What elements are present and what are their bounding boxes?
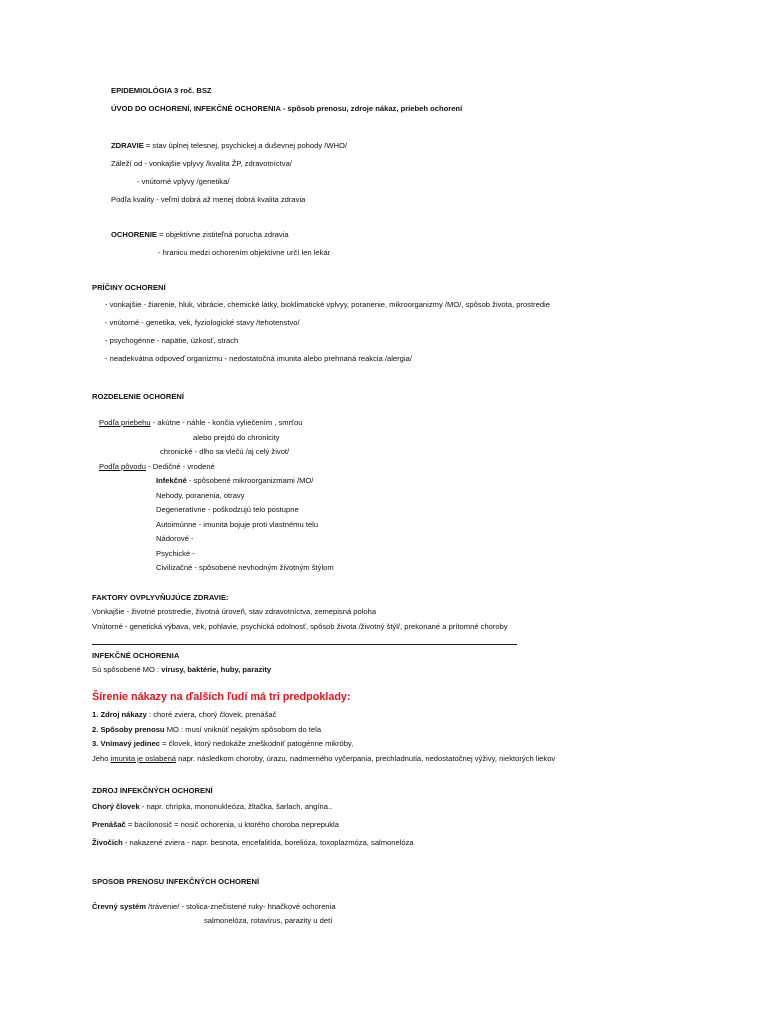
list-item: - vonkajšie - žiarenie, hluk, vibrácie, chemické látky, bioklimatické vplvyy, poranenie, mikroorganizmy /MO/, spôsob života, prostredie [105, 300, 550, 309]
priebeh-line: chronické - dlho sa vlečú /aj celý život/ [160, 447, 290, 456]
predpoklad-item: Jeho imunita je oslabená napr. následkom choroby, úrazu, nadmerného vyčerpania, prechladnutia, nedostatočnej výživy, niektorých liekov [92, 754, 556, 763]
section-heading: ROZDELENIE OCHORENÍ [92, 392, 184, 401]
priebeh-line: alebo prejdú do chronicity [193, 433, 280, 442]
list-item: - vnútorné - genetika, vek, fyziologické stavy /tehotenstvo/ [105, 318, 300, 327]
ochorenie-line: - hranicu medzi ochorením objektívne určí len lekár [158, 248, 331, 257]
povod-line: Autoimúnne - imunita bojuje proti vlastnému telu [156, 520, 319, 529]
povod-line: Degeneratívne - poškodzujú telo postupne [156, 505, 299, 514]
priebeh-line: Podľa priebehu - akútne - náhle - končia vyliečením , smrťou [99, 418, 303, 427]
zdroj-line: Chorý človek - napr. chrípka, mononukleóza, žltačka, šarlach, angína.. [92, 802, 333, 811]
list-item: - neadekvátna odpoveď organizmu - nedostatočná imunita alebo prehnaná reakcia /alergia/ [105, 354, 412, 363]
ochorenie-definition: OCHORENIE = objektívne zistiteľná porucha zdravia [111, 230, 289, 239]
section-heading: SPOSOB PRENOSU INFEKČNÝCH OCHORENÍ [92, 877, 260, 886]
povod-line: Psychické - [156, 549, 195, 558]
povod-line: Nádorové - [156, 534, 194, 543]
predpoklad-item: 1. Zdroj nákazy : choré zviera, chorý človek, prenášač [92, 710, 277, 719]
povod-line: Podľa pôvodu - Dedičné - vrodené [99, 462, 215, 471]
zdravie-line: Podľa kvality - veľmi dobrá až menej dobrá kvalita zdravia [111, 195, 306, 204]
doc-title: EPIDEMIOLÓGIA 3 roč. BSZ [111, 86, 212, 95]
zdroj-line: Prenášač = bacilonosič = nosič ochorenia, u ktorého choroba neprepukla [92, 820, 339, 829]
section-heading: ZDROJ INFEKČNÝCH OCHORENÍ [92, 786, 213, 795]
faktory-line: Vonkajšie - životné prostredie, životná úroveň, stav zdravotníctva, zemepisná poloha [92, 607, 377, 616]
zdravie-line: - vnútorné vplyvy /genetika/ [137, 177, 230, 186]
doc-subtitle: ÚVOD DO OCHORENÍ, INFEKČNÉ OCHORENIA - spôsob prenosu, zdroje nákaz, priebeh ochorení [111, 104, 463, 113]
predpoklad-item: 2. Spôsoby prenosu MO : musí vniknúť nejakým spôsobom do tela [92, 725, 322, 734]
section-heading: INFEKČNÉ OCHORENIA [92, 651, 180, 660]
infekcne-line: Sú spôsobené MO : vírusy, baktérie, huby, parazity [92, 665, 272, 674]
predpoklad-item: 3. Vnímavý jedinec = človek, ktorý nedokáže zneškodniť patogénne mikróby, [92, 739, 354, 748]
zdroj-line: Živočích - nakazené zviera - napr. besnota, encefalitída, borelióza, toxoplazmóza, salmonelóza [92, 838, 414, 847]
sposob-line: salmonelóza, rotavírus, parazity u detí [204, 916, 333, 925]
povod-line: Nehody, poranenia, otravy [156, 491, 245, 500]
section-heading: FAKTORY OVPLYVŇUJÚCE ZDRAVIE: [92, 593, 229, 602]
povod-line: Civilizačné - spôsobené nevhodným životným štýlom [156, 563, 334, 572]
horizontal-rule [92, 644, 517, 645]
sposob-line: Črevný systém /trávenie/ - stolica-znečistené ruky- hnačkové ochorenia [92, 902, 336, 911]
zdravie-definition: ZDRAVIE = stav úplnej telesnej, psychickej a duševnej pohody /WHO/ [111, 141, 348, 150]
section-heading: PRÍČINY OCHORENÍ [92, 283, 166, 292]
faktory-line: Vnútorné - genetická výbava, vek, pohlavie, psychická odolnosť, spôsob života /životný štýl/, prekonané a prítomné choroby [92, 622, 508, 631]
list-item: - psychogénne - napätie, úzkosť, strach [105, 336, 239, 345]
zdravie-line: Záleží od - vonkajšie vplyvy /kvalita ŽP, zdravotníctva/ [111, 159, 292, 168]
sirenie-heading: Šírenie nákazy na ďalších ľudí má tri predpoklady: [92, 691, 351, 703]
povod-line: Infekčné - spôsobené mikroorganizmami /MO/ [156, 476, 314, 485]
